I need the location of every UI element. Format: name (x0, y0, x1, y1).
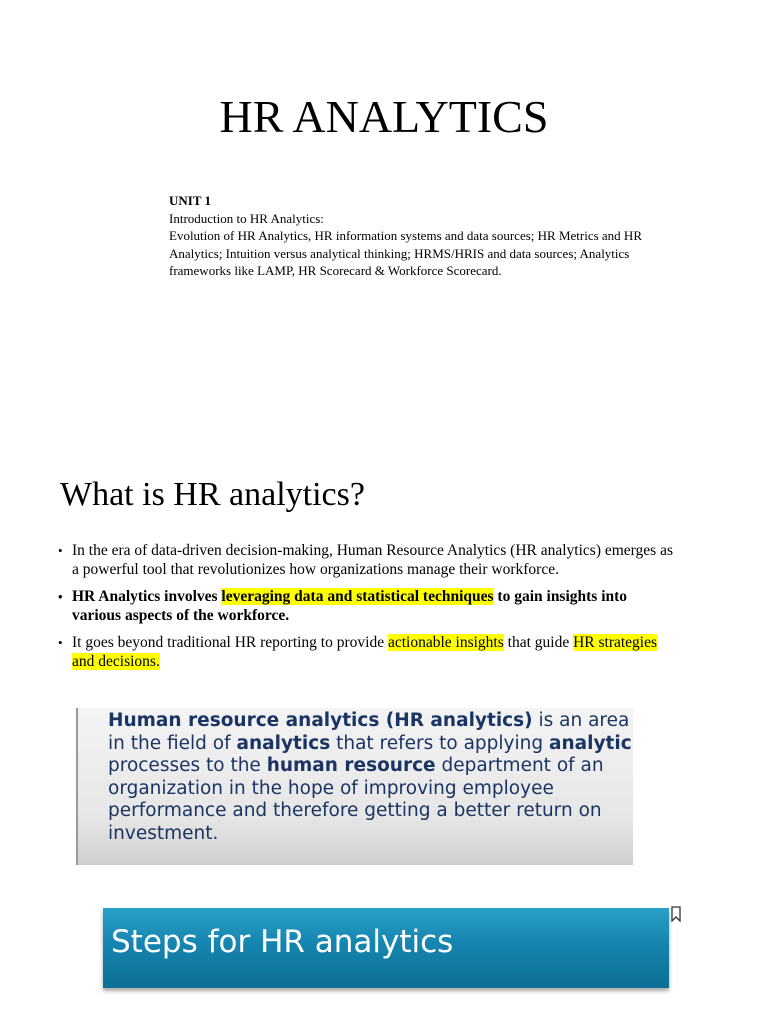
bullet-item (58, 542, 678, 579)
bullet-list (58, 542, 678, 680)
bullet-dot-icon: • (58, 589, 63, 604)
definition-term: analytics (236, 732, 331, 754)
definition-span: is an area in the field of (108, 710, 630, 754)
bullet-item (58, 588, 678, 625)
bullet-dot-icon: • (58, 635, 63, 650)
bullet-text: that guide (503, 634, 574, 651)
bullet-text: In the era of data-driven decision-making, Human Resource Analytics (HR analytics) emerges as a powerful tool that revolutionizes how organizations manage their workforce. (72, 542, 674, 578)
highlighted-text: HR strategies and decisions. (72, 634, 658, 670)
unit-intro: Introduction to HR Analytics: (169, 210, 324, 226)
bullet-dot-icon: • (58, 543, 63, 558)
steps-banner-text: Steps for HR analytics (111, 924, 454, 960)
definition-span: processes to the (108, 755, 267, 776)
bullet-text: HR Analytics involves (72, 588, 222, 605)
definition-text (108, 710, 638, 845)
bullet-item (58, 634, 678, 671)
unit-description: Evolution of HR Analytics, HR information systems and data sources; HR Metrics and HR Analytics; Intuition versus analytical thinking; HRMS/HRIS and data sources; Analytics frameworks like LAMP, HR Scorecard & Workforce Scorecard. (169, 228, 642, 278)
definition-span: department of an organization in the hope of improving employee performance and therefore getting a better return on investment. (108, 755, 604, 844)
bookmark-icon[interactable] (670, 906, 682, 922)
bullet-text: It goes beyond traditional HR reporting to provide (72, 634, 388, 651)
unit-syllabus (169, 192, 669, 280)
section-heading: What is HR analytics? (60, 476, 365, 513)
definition-term: analytic (549, 732, 632, 754)
highlighted-text: actionable insights (387, 634, 504, 651)
definition-term: Human resource analytics (HR analytics) (108, 710, 533, 731)
definition-image (76, 708, 633, 865)
page-title: HR ANALYTICS (219, 91, 549, 142)
definition-term: human resource (266, 755, 436, 776)
bullet-text: to gain insights into various aspects of the workforce. (72, 588, 628, 624)
highlighted-text: leveraging data and statistical techniques (221, 588, 494, 605)
definition-span: that refers to applying (330, 732, 549, 754)
unit-label: UNIT 1 (169, 193, 212, 208)
steps-banner (103, 908, 669, 988)
